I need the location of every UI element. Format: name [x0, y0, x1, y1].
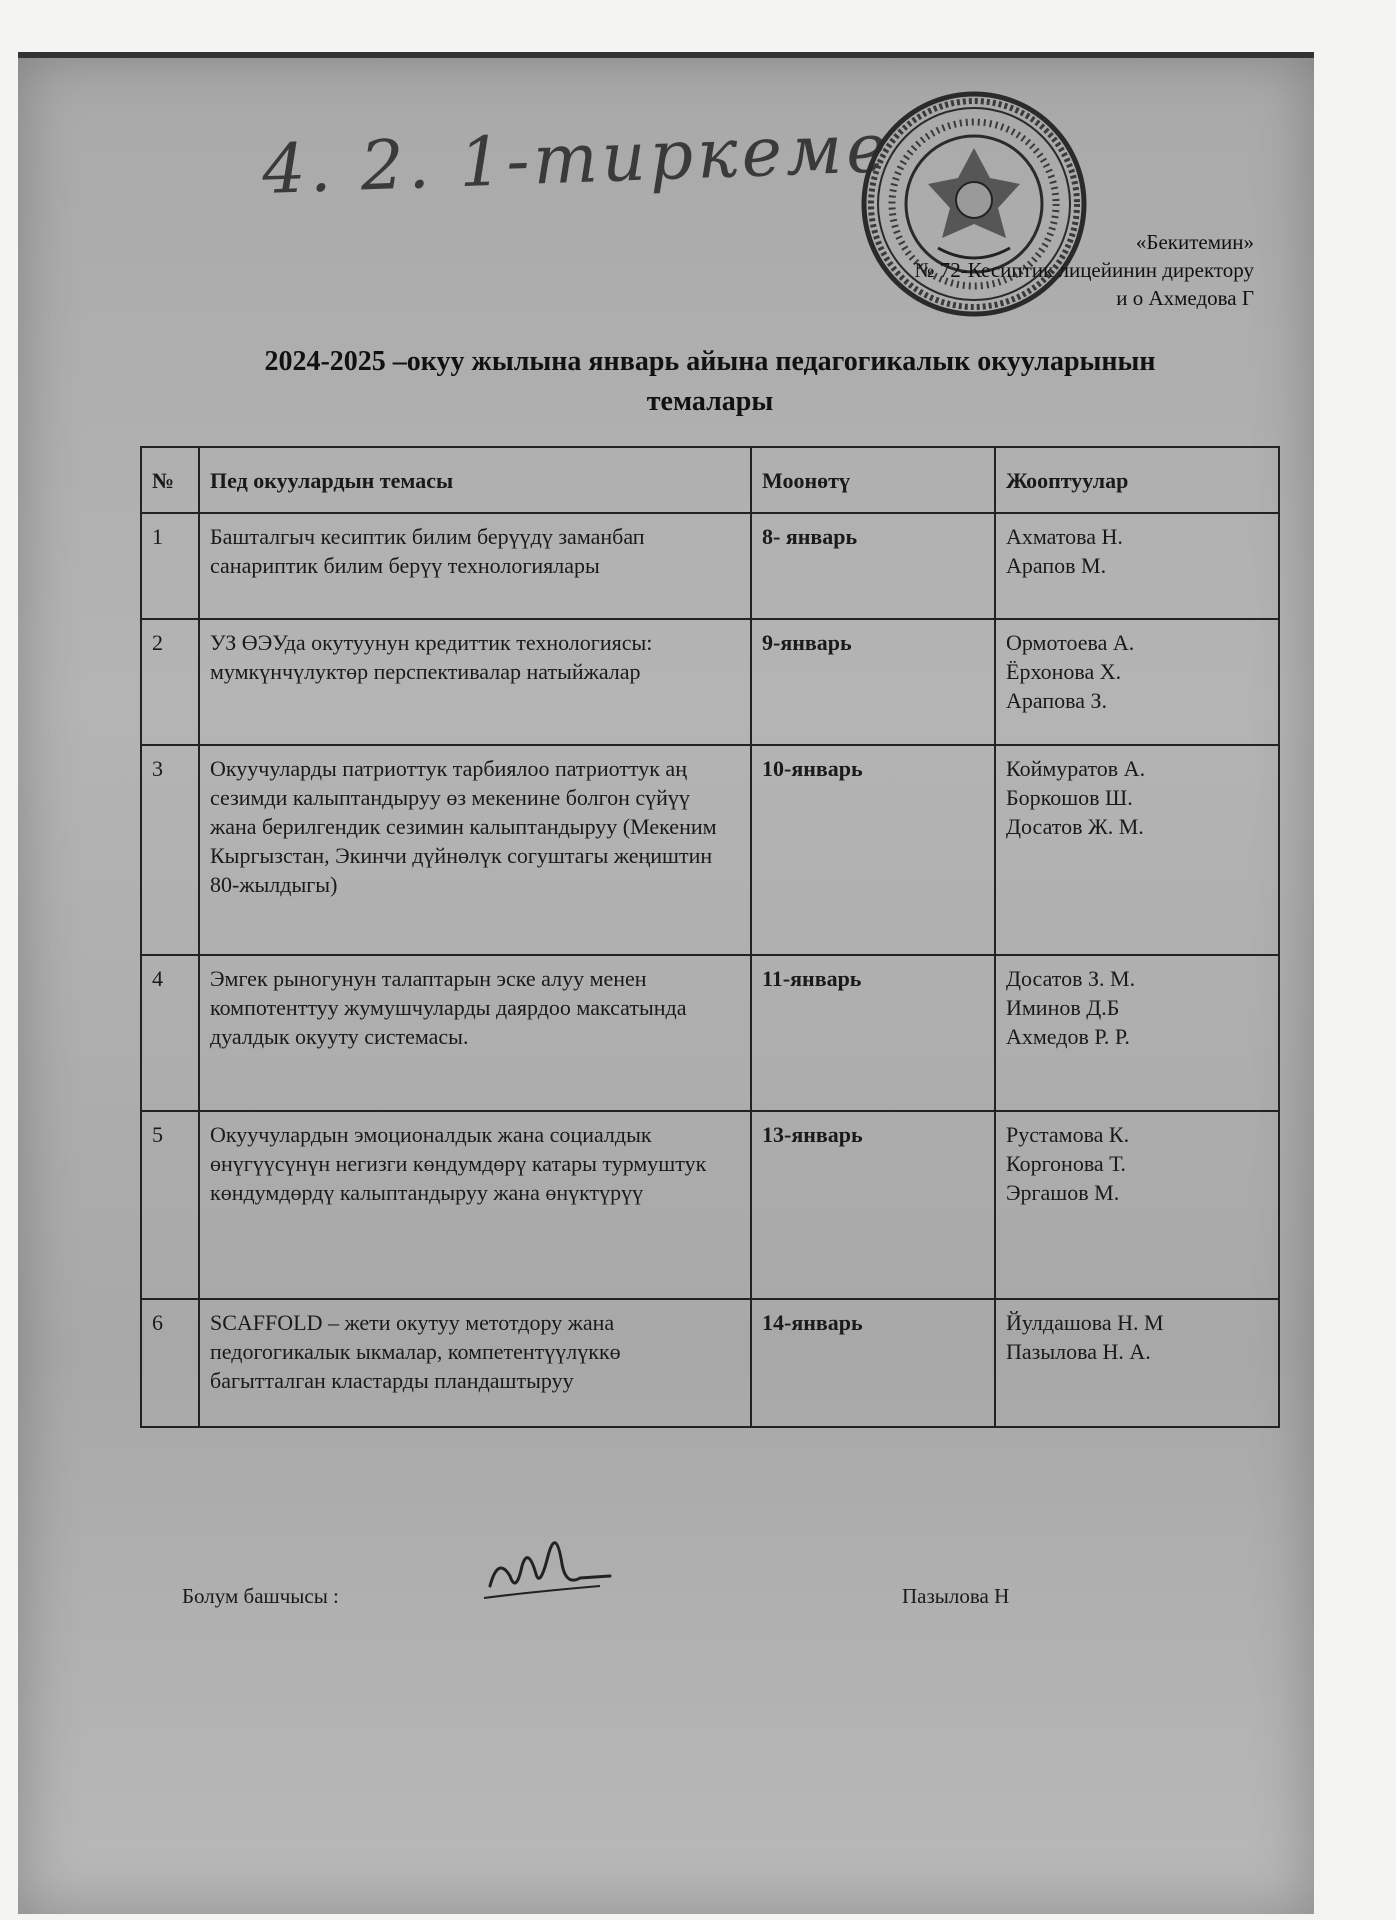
responsible-person: Пазылова Н. А. — [1006, 1339, 1151, 1364]
row-date: 8- январь — [751, 513, 995, 619]
row-topic: Башталгыч кесиптик билим берүүдү заманбап санариптик билим берүү технологиялары — [199, 513, 751, 619]
responsible-person: Арапов М. — [1006, 553, 1107, 578]
header-date: Моонөтү — [751, 447, 995, 513]
responsible-person: Коргонова Т. — [1006, 1151, 1126, 1176]
approval-signatory: и о Ахмедова Г — [1116, 286, 1254, 310]
row-topic: SCAFFOLD – жети окутуу метотдору жана педогогикалык ыкмалар, компетентүүлүккө багытталган кластарды пландаштыруу — [199, 1299, 751, 1427]
handwritten-signature — [470, 1516, 620, 1616]
row-number: 3 — [141, 745, 199, 955]
responsible-person: Коймуратов А. — [1006, 756, 1146, 781]
head-of-department-name: Пазылова Н — [902, 1584, 1010, 1608]
row-number: 6 — [141, 1299, 199, 1427]
row-date: 9-январь — [751, 619, 995, 745]
row-number: 2 — [141, 619, 199, 745]
responsible-person: Иминов Д.Б — [1006, 995, 1120, 1020]
responsible-person: Досатов Ж. М. — [1006, 814, 1144, 839]
responsible-person: Досатов З. М. — [1006, 966, 1136, 991]
responsible-person: Рустамова К. — [1006, 1122, 1130, 1147]
table-row — [141, 1111, 1279, 1299]
approval-position: № 72-Кесиптик лицейинин директору — [914, 258, 1254, 282]
table-header-row — [141, 447, 1279, 513]
row-responsible — [995, 1111, 1279, 1299]
row-responsible — [995, 513, 1279, 619]
row-number: 1 — [141, 513, 199, 619]
responsible-person: Ахматова Н. — [1006, 524, 1123, 549]
responsible-person: Эргашов М. — [1006, 1180, 1120, 1205]
table-row — [141, 619, 1279, 745]
table-row — [141, 1299, 1279, 1427]
title-line-2: темалары — [646, 386, 774, 417]
approval-heading: «Бекитемин» — [1135, 230, 1254, 254]
row-number: 5 — [141, 1111, 199, 1299]
responsible-person: Боркошов Ш. — [1006, 785, 1133, 810]
table-row — [141, 955, 1279, 1111]
row-topic: Окуучуларды патриоттук тарбиялоо патриоттук аң сезимди калыптандыруу өз мекенине болгон сүйүү жана берилгендик сезимин калыптандыруу (Мекеним Кыргызстан, Экинчи дүйнөлүк согуштагы жеңиштин 80-жылдыгы) — [199, 745, 751, 955]
head-of-department-label: Болум башчысы : — [182, 1584, 339, 1608]
row-topic: Окуучулардын эмоционалдык жана социалдык өнүгүүсүнүн негизги көндумдөрү катары турмуштук көндумдөрдү калыптандыруу жана өнүктүрүү — [199, 1111, 751, 1299]
row-responsible — [995, 745, 1279, 955]
table-row — [141, 513, 1279, 619]
row-number: 4 — [141, 955, 199, 1111]
row-date: 13-январь — [751, 1111, 995, 1299]
responsible-person: Арапова З. — [1006, 688, 1108, 713]
row-responsible — [995, 955, 1279, 1111]
header-responsible: Жооптуулар — [995, 447, 1279, 513]
responsible-person: Ахмедов Р. Р. — [1006, 1024, 1130, 1049]
approval-block — [914, 228, 1254, 312]
training-schedule-table — [140, 446, 1280, 1428]
annex-annotation: 4. 2. 1-тиркеме — [260, 109, 892, 210]
row-date: 11-январь — [751, 955, 995, 1111]
responsible-person: Йулдашова Н. М — [1006, 1310, 1164, 1335]
table-row — [141, 745, 1279, 955]
scan-edge — [18, 52, 1314, 58]
row-topic: Эмгек рыногунун талаптарын эске алуу менен компотенттуу жумушчуларды даярдоо максатында дуалдык окууту системасы. — [199, 955, 751, 1111]
row-topic: УЗ ӨЭУда окутуунун кредиттик технологиясы: мумкүнчүлуктөр перспективалар натыйжалар — [199, 619, 751, 745]
row-responsible — [995, 1299, 1279, 1427]
title-line-1: 2024-2025 –окуу жылына январь айына педагогикалык окууларынын — [264, 346, 1156, 377]
document-title — [140, 342, 1280, 422]
row-responsible — [995, 619, 1279, 745]
header-topic: Пед окуулардын темасы — [199, 447, 751, 513]
responsible-person: Ёрхонова Х. — [1006, 659, 1122, 684]
header-number: № — [141, 447, 199, 513]
row-date: 10-январь — [751, 745, 995, 955]
responsible-person: Ормотоева А. — [1006, 630, 1135, 655]
row-date: 14-январь — [751, 1299, 995, 1427]
